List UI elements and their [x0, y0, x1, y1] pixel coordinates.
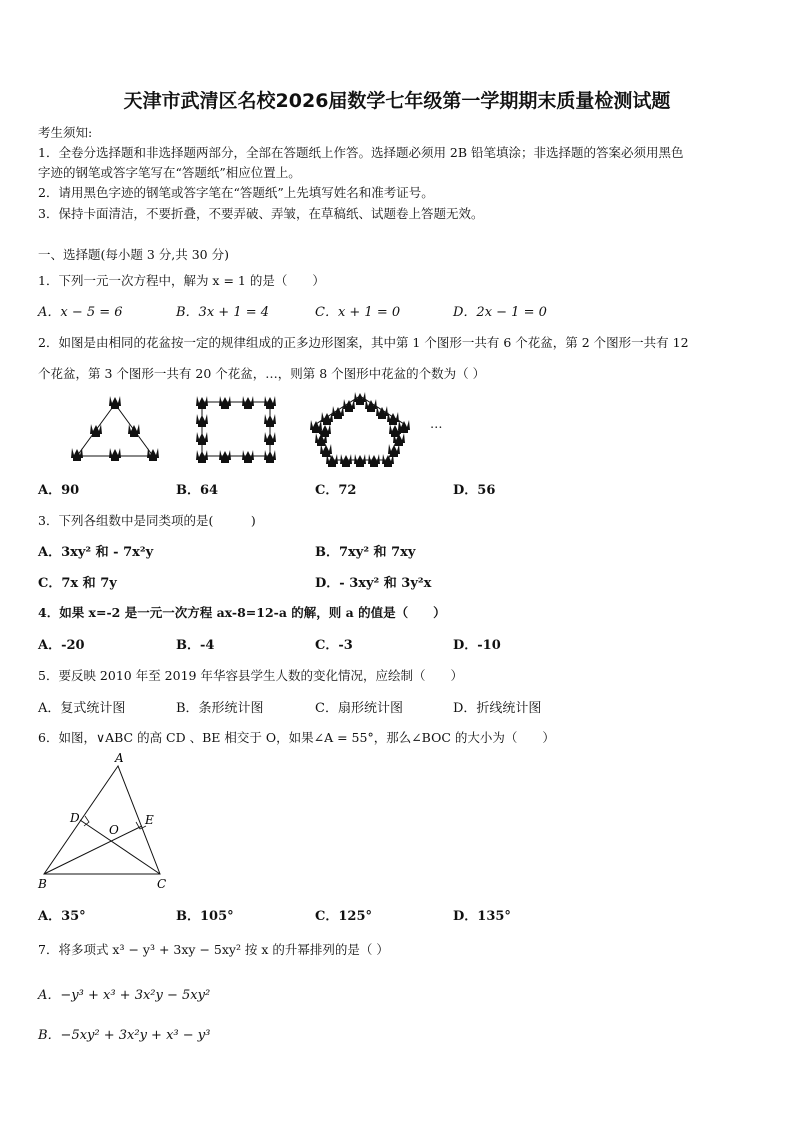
q2-stem-line1: 2．如图是由相同的花盆按一定的规律组成的正多边形图案，其中第 1 个图形一共有 6 个花盆，第 2 个图形一共有 12	[38, 335, 689, 350]
notice-item-1: 1．全卷分选择题和非选择题两部分，全部在答题纸上作答。选择题必须用 2B 铅笔填涂；非选择题的答案必须用黑色	[38, 145, 684, 160]
vertex-b-label: B	[38, 877, 47, 891]
q7-option-a[interactable]: A．−y³ + x³ + 3x²y − 5xy²	[38, 988, 211, 1003]
q2-option-a[interactable]: A．90	[38, 483, 80, 498]
q2-option-c[interactable]: C．72	[315, 483, 357, 498]
notice-item-2: 2．请用黑色字迹的钢笔或答字笔在“答题纸”上先填写姓名和准考证号。	[38, 185, 434, 200]
q5-option-d[interactable]: D．折线统计图	[453, 701, 542, 716]
q5-stem: 5．要反映 2010 年至 2019 年华容县学生人数的变化情况，应绘制（ ）	[38, 668, 463, 683]
q2-option-b[interactable]: B．64	[176, 483, 219, 498]
section-heading: 一、选择题(每小题 3 分,共 30 分)	[38, 247, 229, 262]
notice-item-3: 3．保持卡面清洁，不要折叠，不要弄破、弄皱，在草稿纸、试题卷上答题无效。	[38, 206, 484, 221]
q1-option-a[interactable]: A．x − 5 = 6	[38, 305, 123, 320]
q3-option-d[interactable]: D．- 3xy² 和 3y²x	[315, 576, 432, 591]
q6-option-d[interactable]: D．135°	[453, 909, 511, 924]
q6-triangle-figure	[30, 752, 180, 894]
q1-option-b[interactable]: B．3x + 1 = 4	[176, 305, 270, 320]
q6-stem: 6．如图，∨ABC 的高 CD 、BE 相交于 O，如果∠A = 55°，那么∠BOC 的大小为（ ）	[38, 730, 555, 745]
q5-option-b[interactable]: B．条形统计图	[176, 701, 264, 716]
vertex-c-label: C	[157, 877, 167, 891]
vertex-a-label: A	[115, 752, 124, 765]
q1-stem: 1．下列一元一次方程中，解为 x = 1 的是（ ）	[38, 273, 325, 288]
q4-option-b[interactable]: B．-4	[176, 638, 215, 653]
page-title: 天津市武清区名校2026届数学七年级第一学期期末质量检测试题	[123, 90, 671, 112]
q3-option-a[interactable]: A．3xy² 和 - 7x²y	[38, 545, 154, 560]
q4-option-d[interactable]: D．-10	[453, 638, 501, 653]
q3-option-c[interactable]: C．7x 和 7y	[38, 576, 117, 591]
figure-2-square	[196, 396, 276, 463]
q4-stem: 4．如果 x=-2 是一元一次方程 ax-8=12-a 的解，则 a 的值是（ ）	[38, 605, 446, 620]
q2-flowerpot-figures	[60, 390, 460, 470]
point-o-label: O	[109, 823, 119, 837]
q2-ellipsis: …	[430, 416, 443, 431]
notice-item-1-cont: 字迹的钢笔或答字笔写在“答题纸”相应位置上。	[38, 165, 301, 180]
notice-heading: 考生须知:	[38, 125, 93, 140]
point-e-label: E	[145, 813, 154, 827]
figure-3-pentagon	[310, 392, 410, 467]
q7-stem: 7．将多项式 x³ − y³ + 3xy − 5xy² 按 x 的升幂排列的是（ ）	[38, 942, 389, 957]
q4-option-c[interactable]: C．-3	[315, 638, 353, 653]
figure-1-triangle	[71, 396, 159, 461]
q3-stem: 3．下列各组数中是同类项的是( )	[38, 513, 256, 528]
q5-option-a[interactable]: A．复式统计图	[38, 701, 126, 716]
q5-option-c[interactable]: C．扇形统计图	[315, 701, 403, 716]
q1-option-d[interactable]: D．2x − 1 = 0	[453, 305, 547, 320]
point-d-label: D	[70, 811, 80, 825]
q6-option-a[interactable]: A．35°	[38, 909, 86, 924]
q3-option-b[interactable]: B．7xy² 和 7xy	[315, 545, 416, 560]
q6-option-c[interactable]: C．125°	[315, 909, 372, 924]
q2-stem-line2: 个花盆，第 3 个图形一共有 20 个花盆，…，则第 8 个图形中花盆的个数为（ ）	[38, 366, 486, 381]
q1-option-c[interactable]: C．x + 1 = 0	[315, 305, 401, 320]
q6-option-b[interactable]: B．105°	[176, 909, 234, 924]
q7-option-b[interactable]: B．−5xy² + 3x²y + x³ − y³	[38, 1028, 211, 1043]
q4-option-a[interactable]: A．-20	[38, 638, 85, 653]
q2-option-d[interactable]: D．56	[453, 483, 496, 498]
